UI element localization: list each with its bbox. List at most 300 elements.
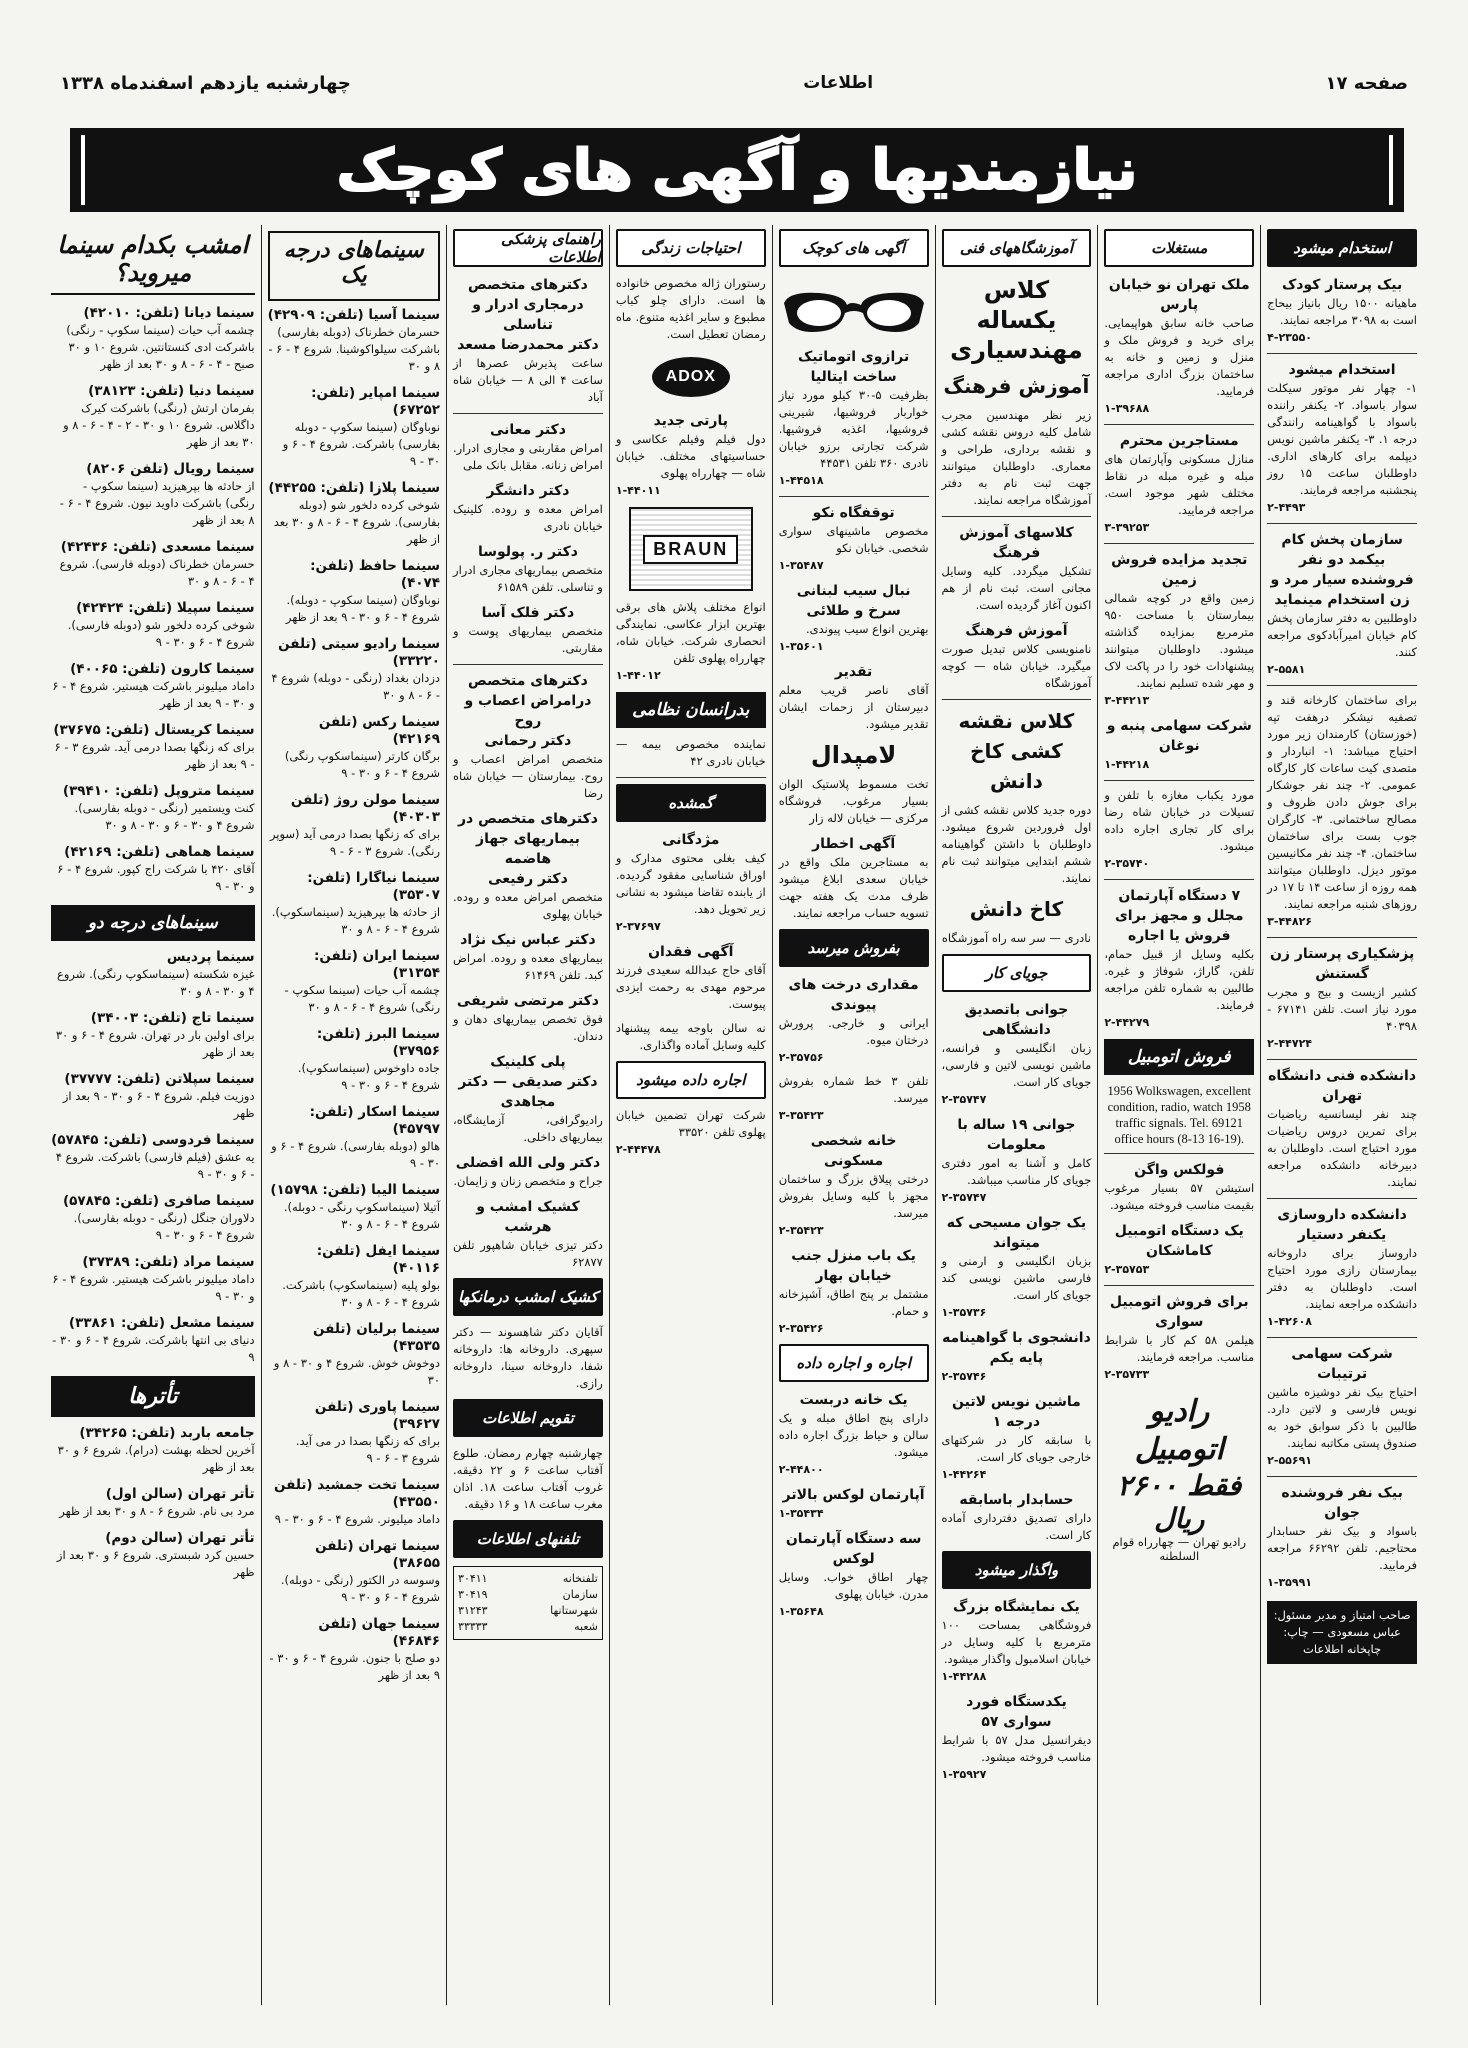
classified-ad	[453, 809, 603, 923]
classified-ad	[616, 830, 766, 935]
classified-ad	[453, 671, 603, 802]
column-medical-guide	[446, 225, 609, 2005]
classified-ad	[453, 1197, 603, 1271]
theater-section-title: تأترها	[51, 1376, 255, 1417]
ad-ref: ۱-۴۴۰۱۱	[615, 484, 661, 497]
divider	[1104, 424, 1254, 425]
divider	[453, 413, 603, 414]
column-small-ads	[772, 225, 935, 2005]
cinema-listing-info: برگان کارتر (سینماسکوپ رنگی) شروع ۴ - ۶ و ۳۰ - ۹	[284, 749, 441, 780]
ad-body: تشکیل میگردد. کلیه وسایل مجانی است. ثبت نام از هم اکنون آغاز گردیده است.	[941, 564, 1092, 612]
classified-ad	[453, 1052, 603, 1146]
ad-body: بهترین انواع سیب پیوندی.	[805, 622, 929, 636]
classified-ad	[942, 1490, 1092, 1544]
classified-ad	[779, 347, 929, 489]
ad-title: حسابدار باسابقه	[959, 1492, 1074, 1508]
ad-body: چهار اطاق خواب. وسایل مدرن. خیابان پهلوی	[778, 1570, 929, 1601]
ad-title: دکتر مرتضی شریفی	[456, 993, 599, 1009]
ad-title: بیک نفر فروشنده جوان	[1281, 1485, 1403, 1521]
classified-ad	[1104, 1160, 1254, 1214]
cinema-listing-name: سینما جهان (تلفن ۴۶۸۴۶)	[318, 1616, 441, 1649]
theater-listing	[51, 1530, 255, 1581]
ad-body: دیفرانسیل مدل ۵۷ با شرایط مناسب فروخته میشود.	[941, 1733, 1092, 1764]
cinema-listing-name: سینما دنیا (تلفن: ۳۸۱۲۳)	[88, 383, 255, 399]
ad-ref: ۲-۳۵۷۴۶	[941, 1370, 987, 1383]
cinema-listing-name: سینما پاوری (تلفن ۳۹۶۲۷)	[314, 1399, 441, 1432]
cinema-listing	[268, 1399, 440, 1467]
ad-ref: ۱-۴۴۵۱۸	[778, 474, 824, 487]
cinema-listing	[51, 461, 255, 529]
classified-ad	[1104, 275, 1254, 417]
ad-body: رادیوگرافی، آزمایشگاه، بیماریهای داخلی.	[453, 1113, 603, 1144]
cinema-listing-info: داماد میلیونر باشرکت هیستیر. شروع ۴ - ۶ و ۳۰ - ۹	[52, 1272, 255, 1303]
classified-ad	[1267, 275, 1417, 346]
divider	[1104, 1285, 1254, 1286]
english-ad: 1956 Wolkswagen, excellent condition, radio, watch 1958 traffic signals. Tel. 69121 office hours (8-13 16-19).	[1107, 1084, 1252, 1146]
ad-body: با سابقه کار در شرکتهای خارجی جویای کار است.	[941, 1433, 1092, 1464]
divider	[942, 699, 1092, 700]
cinema-listing-name: سینما کارون (تلفن: ۴۰۰۶۵)	[70, 661, 255, 677]
ad-ref: ۱-۳۵۴۳۴	[778, 1507, 824, 1520]
phone-row: تلفنخانه ۳۰۴۱۱	[458, 1572, 598, 1585]
column-header: تقویم اطلاعات	[453, 1399, 603, 1437]
classified-ad	[779, 581, 929, 655]
column-header: گمشده	[616, 784, 766, 822]
cinema-listing	[51, 661, 255, 712]
classified-ad	[1104, 431, 1254, 536]
cinema-listing-name: سینما مراد (تلفن: ۳۷۳۸۹)	[82, 1254, 255, 1270]
ad-body: زبان انگلیسی و فرانسه، ماشین نویسی لاتین و فارسی، جویای کار است.	[941, 1041, 1092, 1089]
ad-body: برای ساختمان کارخانه قند و تصفیه نیشکر درهفت تپه (خوزستان) کارمندان زیر مورد احتیاج میباشد: ۱- انباردار و متصدی کیت ساعات کار کارگاه عمومی. ۲- چند نفر جوشکار برای جوش دادن ظروف و مصالح ساختمانی. ۳- کارگران جوب بست برای ساختمان ساختمان. ۴- چند نفر مکانیسین موتور دیزل. داوطلبان میتوانند همه روزه از ساعت ۱۴ تا ۱۷ در روزهای شنبه مراجعه نمایند.	[1267, 693, 1417, 911]
cinema-listing-info: از حادثه ها بپرهیزید (سینماسکوپ). شروع ۴ - ۶ - ۸ و ۳۰	[271, 905, 441, 936]
ad-body: نه سالن باوجه بیمه پیشنهاد کلیه وسایل آماده واگذاری.	[615, 1021, 766, 1052]
cinema-listing-name: سینما رویال (تلفن ۸۲۰۶)	[86, 461, 255, 477]
classified-ad	[1104, 1292, 1254, 1383]
divider	[1104, 780, 1254, 781]
phone-row: شهرستانها ۳۱۲۴۳	[458, 1604, 598, 1617]
cinema-listing	[51, 844, 255, 895]
ad-body: کشیر ازیست و بیج و مجرب مورد نیاز است. تلفن ۶۷۱۴۱ - ۴۰۳۹۸	[1267, 985, 1418, 1033]
cinema-listing-name: سینما البرز (تلفن: ۳۷۹۵۶)	[316, 1026, 441, 1059]
ad-title: یک نمایشگاه بزرگ	[953, 1599, 1080, 1615]
classified-ad	[1104, 550, 1254, 709]
cinema-listing-name: سینما امپایر (تلفن: ۶۷۲۵۲)	[311, 385, 441, 418]
ad-columns	[45, 225, 1423, 2005]
ad-title: دکترهای متخصص در بیماریهای جهاز هاضمه	[457, 811, 598, 867]
ad-title: مقداری درخت های پیوندی	[788, 977, 919, 1013]
paper-name: اطلاعات	[803, 73, 874, 93]
column-cinemas-b	[45, 225, 261, 2005]
ad-title: بیک پرستار کودک	[1281, 277, 1403, 293]
classified-ad	[453, 603, 603, 657]
column-real-estate	[1097, 225, 1260, 2005]
classified-ad	[453, 275, 603, 406]
cinema-listing-name: سینما سپیلا (تلفن: ۴۲۴۲۴)	[76, 600, 255, 616]
cinema-listing-info: دو صلح با جنون. شروع ۴ - ۶ و ۳۰ - ۹ بعد از ظهر	[269, 1651, 441, 1682]
ad-title: پزشکیاری پرستار زن گستنش	[1269, 946, 1415, 982]
column-header: آموزشگاههای فنی	[942, 229, 1092, 267]
cinema-listing	[268, 636, 440, 704]
cinema-listing-info: چشمه آب حیات (سینما سکوپ - رنگی) شروع ۴ - ۶ - ۸ و ۳۰	[284, 983, 441, 1014]
cinema-listing-name: سینما نیاگارا (تلفن: ۳۵۳۰۷)	[307, 870, 441, 903]
ad-body: داروساز برای داروخانه بیمارستان رازی مورد احتیاج است. داوطلبان به دفتر دانشکده مراجعه نمایند.	[1267, 1246, 1417, 1311]
ad-ref: ۲-۴۴۷۲۴	[1267, 1037, 1313, 1050]
ad-title: سازمان پخش کام بیکمد دو نفر فروشنده سیار مرد و زن استخدام مینماید	[1270, 532, 1414, 608]
ad-body: متخصص بیماریهای پوست و مقاربتی.	[453, 624, 603, 655]
running-header	[60, 70, 1408, 96]
ad-ref: ۱-۴۴۰۱۲	[615, 669, 661, 682]
ad-body: آقای حاج عبدالله سعیدی فرزند مرحوم مهدی به رحمت ایزدی پیوست.	[615, 963, 766, 1011]
classified-ad	[779, 1485, 929, 1522]
column-header: احتیاجات زندگی	[616, 229, 766, 267]
section-banner	[70, 128, 1404, 212]
column-header: اجاره و اجاره داده	[779, 1344, 929, 1382]
classified-ad	[1267, 1066, 1417, 1191]
classified-ad	[779, 503, 929, 574]
column-life-necessities	[609, 225, 772, 2005]
ad-title: جوانی باتصدیق دانشگاهی	[964, 1002, 1069, 1038]
cinema-listing	[51, 949, 255, 1000]
cinema-listing-info: شوخی کرده دلخور شو (دوبله بفارسی). شروع ۴ - ۶ - ۸ و ۳۰ بعد از ظهر	[273, 498, 441, 546]
ad-body: ایرانی و خارجی. پرورش درختان میوه.	[778, 1016, 929, 1047]
ad-title-boxed: بدرانسان نظامی	[616, 692, 766, 728]
cinema-section-title: سینماهای درجه یک	[283, 238, 424, 288]
column-header: کشیک امشب درمانکها	[453, 1278, 603, 1316]
cinema-listing-name: سینما دیانا (تلفن: ۴۲۰۱۰)	[83, 305, 255, 321]
theater-list	[51, 1425, 255, 1581]
ad-body: هیلمن ۵۸ کم کار با شرایط مناسب. مراجعه فرمایند.	[1104, 1333, 1255, 1364]
ad-ref: ۲-۳۵۴۲۶	[778, 1322, 824, 1335]
ad-ref: ۳-۴۴۲۱۳	[1104, 694, 1150, 707]
classified-ad	[942, 1597, 1092, 1685]
cinema-listing-name: سینما مشعل (تلفن: ۳۳۸۶۱)	[68, 1315, 255, 1331]
ad-title: دکتر معانی	[490, 422, 566, 438]
theater-listing-info: آخرین لحظه بهشت (درام). شروع ۶ و ۳۰ بعد از ظهر	[57, 1443, 255, 1474]
ad-title: جوانی ۱۹ ساله با معلومات	[957, 1117, 1076, 1153]
ad-body: بزبان انگلیسی و ارمنی و فارسی ماشین نویسی کند جویای کار است.	[941, 1254, 1092, 1302]
ad-body: ۱- چهار نفر موتور سیکلت سوار باسواد. ۲- یکنفر راننده باسواد با گواهینامه رانندگی درجه ۱. ۳- یکنفر ماشین نویس دیپلمه برای کارهای اداری. داوطلبان ساعت ۱۵ روز پنجشنبه مراجعه فرمایند.	[1267, 381, 1418, 497]
cinema-listing	[51, 383, 255, 451]
ad-title: ماشین نویس لاتین درجه ۱	[952, 1394, 1081, 1430]
column-header: واگذار میشود	[942, 1551, 1092, 1589]
ad-body: صاحب خانه سابق هواپیمایی. برای خرید و فروش ملک و منزل و زمین و خانه به ساختمان بزرگ اداری مراجعه فرمایید.	[1104, 316, 1255, 398]
classified-ad	[942, 1115, 1092, 1206]
classified-ad	[779, 1390, 929, 1478]
classified-ad	[942, 1692, 1092, 1783]
ad-ref: ۱-۴۴۲۱۸	[1104, 758, 1150, 771]
cinema-listing	[51, 1254, 255, 1305]
ad-headline: کلاس نقشه کشی کاخ دانش	[958, 709, 1075, 793]
column-cinemas-a	[261, 225, 446, 2005]
classified-ad	[453, 1153, 603, 1190]
cinema-listing	[51, 783, 255, 834]
ad-title: دکترهای متخصص درمجاری ادرار و تناسلی	[468, 277, 588, 333]
phone-table	[453, 1566, 603, 1640]
ad-title: دکتر فلک آسا	[481, 605, 575, 621]
ad-ref: ۳-۴۴۸۲۶	[1267, 915, 1313, 928]
ad-title: دانشکده فنی دانشگاه تهران	[1268, 1068, 1417, 1104]
ad-title: خانه شخصی مسکونی	[810, 1133, 897, 1169]
ad-title: کلاسهای آموزش فرهنگ	[959, 525, 1074, 561]
ad-title: ترازوی اتوماتیک ساخت ایتالیا	[797, 349, 910, 385]
ad-address: نادری — سر سه راه آموزشگاه	[941, 931, 1091, 945]
cinema-listing	[268, 558, 440, 626]
theater-listing	[51, 1425, 255, 1476]
ad-body: زمین واقع در کوچه شمالی بیمارستان با مساحت ۹۵۰ مترمربع بمزایده گذاشته میشود. داوطلبان میتوانند پیشنهادات خود را در پاکت لاک و مهر شده تسلیم نمایند.	[1104, 591, 1255, 690]
cinema-listing-info: دوزیت فیلم. شروع ۴ - ۶ و ۳۰ - ۹ بعد از ظهر	[62, 1089, 255, 1120]
cinema-listing-name: سینما سپلاتن (تلفن: ۳۷۷۷۷)	[64, 1071, 255, 1087]
cinema-listing-info: شوخی کرده دلخور شو (دوبله فارسی). شروع ۴ - ۶ و ۳۰ - ۹	[67, 618, 255, 649]
cinema-listing-name: سینما اسکار (تلفن: ۴۵۷۹۷)	[309, 1104, 441, 1137]
ad-body: فروشگاهی بمساحت ۱۰۰ مترمربع با کلیه وسایل در خیابان اسلامبول واگذار میشود.	[941, 1618, 1092, 1666]
cinema-listing	[51, 600, 255, 651]
ad-body: دارای تصدیق دفترداری آماده کار است.	[941, 1511, 1092, 1542]
ad-subtitle: دکتر محمدرضا مسعد	[457, 337, 599, 353]
classified-ad	[779, 975, 929, 1066]
cinema-listing	[51, 305, 255, 373]
cinema-list	[51, 949, 255, 1366]
divider	[942, 516, 1092, 517]
cinema-listing-name: سینما پلازا (تلفن: ۴۴۲۵۵)	[268, 480, 441, 496]
ad-title: آموزش فرهنگ	[965, 623, 1068, 639]
radio-ad-price: فقط ۲۶۰۰ ریال	[1117, 1469, 1242, 1535]
ad-title: یک جوان مسیحی که میتواند	[946, 1215, 1087, 1251]
ad-body: بکلیه وسایل از قبیل حمام، تلفن، گاراژ، شوفاژ و غیره. طالبین به شماره تلفن مراجعه فرمایند.	[1104, 947, 1255, 1012]
ad-title: یک خانه دربست	[799, 1392, 908, 1408]
divider	[1267, 1476, 1417, 1477]
ad-body: کامل و آشنا به امور دفتری جویای کار مناسب میباشد.	[941, 1156, 1092, 1187]
ad-title: شرکت سهامی پنبه و نوغان	[1106, 718, 1252, 754]
cinema-listing	[268, 385, 440, 470]
ad-ref: ۲-۵۵۶۹۱	[1267, 1454, 1313, 1467]
ad-ref: ۲-۴۴۹۳	[1267, 501, 1306, 514]
ad-title: تقدیر	[834, 664, 873, 680]
cinema-listing-name: سینما ایران (تلفن: ۳۱۳۵۴)	[313, 948, 441, 981]
cinema-listing	[51, 1010, 255, 1061]
cinema-listing-name: سینما رکس (تلفن ۴۲۱۶۹)	[318, 714, 441, 747]
cinema-section-frame	[268, 231, 440, 301]
ad-ref: ۲-۳۵۷۴۷	[941, 1191, 987, 1204]
radio-ad-title: رادیو اتومبیل	[1134, 1394, 1224, 1467]
ad-title: توقفگاه نکو	[812, 505, 895, 521]
ad-title: مستاجرین محترم	[1119, 433, 1239, 449]
cinema-listing	[268, 1026, 440, 1094]
ad-body: متخصص امراض اعصاب و روح. بیمارستان — خیابان شاه رضا	[453, 752, 603, 800]
cinema-listing-info: برای که زنگها بصدا در می آید. شروع ۳ - ۶ - ۹	[295, 1434, 441, 1465]
ad-subheadline: کاخ دانش	[969, 897, 1064, 921]
ad-title: آگهی فقدان	[648, 944, 734, 960]
ad-title: سه دستگاه آپارتمان لوکس	[785, 1531, 922, 1567]
divider	[1267, 523, 1417, 524]
classified-ad	[1267, 692, 1417, 930]
cinema-listing-name: سینما هماهی (تلفن: ۴۲۱۶۹)	[64, 844, 255, 860]
ad-title: یک دستگاه اتومبیل کاماشکان	[1114, 1223, 1244, 1259]
classified-ad	[942, 621, 1092, 692]
ad-body: مورد یکباب مغازه با تلفن و تسیلات در خیابان شاه رضا برای کار تجاری اجاره داده میشود.	[1104, 788, 1255, 853]
ad-ref: ۱-۳۵۶۰۱	[778, 640, 824, 653]
classified-ad	[942, 1328, 1092, 1385]
banner-title: نیازمندیها و آگهی های کوچک	[336, 137, 1138, 203]
ad-title: استخدام میشود	[1288, 362, 1396, 378]
ad-body: متخصص بیماریهای مجاری ادرار و تناسلی. تلفن ۶۱۵۸۹	[453, 563, 603, 594]
cinema-listing-info: نوباوگان (سینما سکوپ - دوبله بفارسی) باشرکت. شروع ۴ - ۶ و ۳۰ - ۹	[282, 420, 441, 468]
cinema-listing-name: سینما فردوسی (تلفن: ۵۷۸۴۵)	[51, 1132, 255, 1148]
ad-body: دوره جدید کلاس نقشه کشی از اول فروردین شروع میشود. داوطلبان با داشتن گواهینامه ششم ابتدایی میتوانند ثبت نام نمایند.	[941, 803, 1092, 885]
theater-listing-info: مرد بی نام. شروع ۶ - ۸ و ۳۰ بعد از ظهر	[59, 1504, 255, 1518]
ad-title: دانشکده داروسازی یکنفر دستیار	[1277, 1207, 1407, 1243]
ad-ref: ۱-۳۵۴۸۷	[778, 559, 824, 572]
ad-title: دکتر دانشگر	[486, 483, 570, 499]
ad-body: داوطلبین به دفتر سازمان پخش کام خیابان امیرآبادکوی مراجعه کنند.	[1267, 611, 1417, 659]
cinema-listing-info: آتیلا (سینماسکوپ رنگی - دوبله). شروع ۴ - ۶ - ۸ و ۳۰	[283, 1200, 441, 1231]
ad-title: دانشجوی با گواهینامه پایه یکم	[942, 1330, 1091, 1366]
ad-body: تخت مسموط پلاستیک الوان بسیار مرغوب. فروشگاه مرکزی — خیابان لاله زار	[778, 777, 929, 825]
braun-logo-box	[629, 507, 753, 591]
ad-ref: ۳-۳۵۴۲۳	[778, 1109, 824, 1122]
column-employment	[1260, 225, 1423, 2005]
cinema-listing	[268, 1182, 440, 1233]
cinema-listing-info: برای اولین بار در تهران. شروع ۴ - ۶ و ۳۰ بعد از ظهر	[55, 1028, 255, 1059]
cinema-listing-info: برای که زنگها بصدا درمی آید (سوپر رنگی). شروع ۳ - ۶ - ۹	[269, 827, 441, 858]
cinema-listing-info: آقای ۴۲۰ با شرکت راج کپور. شروع ۴ - ۶ و ۳۰ - ۹	[57, 862, 255, 893]
ad-title: فولکس واگن	[1134, 1162, 1225, 1178]
classified-ad	[1267, 1483, 1417, 1591]
cinema-list	[51, 305, 255, 895]
ad-body: احتیاج بیک نفر دوشیزه ماشین نویس فارسی و لاتین دارد. طالبین با ذکر سوابق خود به صندوق پستی مکاتبه نمایند.	[1267, 1385, 1417, 1450]
ad-subtitle: دکتر رحمانی	[484, 733, 572, 749]
cinema-listing-info: داماد میلیونر باشرکت هیستیر. شروع ۴ - ۶ و ۳۰ - ۹ بعد از ظهر	[52, 679, 255, 710]
publisher-footer: صاحب امتیاز و مدیر مسئول: عباس مسعودی — چاپ: چاپخانه اطلاعات	[1267, 1601, 1417, 1664]
cinema-listing-name: سینما مولن روژ (تلفن ۴۰۳۰۳)	[290, 792, 441, 825]
ad-ref: ۱-۳۵۷۳۶	[941, 1306, 987, 1319]
cinema-listing-info: داماد میلیونر. شروع ۴ - ۶ و ۳۰ - ۹	[274, 1512, 441, 1526]
ad-ref: ۱-۴۴۲۸۸	[941, 1670, 987, 1683]
cinema-listing-info: کنت ویستمیر (رنگی - دوبله بفارسی). شروع ۴ و ۳۰ - ۶ و ۳۰ - ۸ و ۳۰	[74, 801, 255, 832]
ad-body: متخصص امراض معده و روده. خیابان پهلوی	[453, 890, 603, 921]
ad-body: نماینده مخصوص بیمه — خیابان نادری ۴۲	[615, 737, 766, 768]
cinema-listing-info: یه عشق (فیلم فارسی) باشرکت. شروع ۴ - ۶ و ۳۰ - ۹	[55, 1150, 255, 1181]
column-header: مستغلات	[1104, 229, 1254, 267]
column-header: راهنمای پزشکی اطلاعات	[453, 229, 603, 267]
ad-body: دارای پنج اطاق مبله و یک سالن و حیاط بزرگ اجاره داده میشود.	[778, 1411, 929, 1459]
cinema-listing-name: سینما برلیان (تلفن ۴۳۵۳۵)	[312, 1321, 441, 1354]
classified-ad	[453, 420, 603, 474]
ad-body: نامنویسی کلاس تبدیل صورت میگیرد. خیابان شاه — کوچه آموزشگاه	[941, 642, 1092, 690]
classified-ad	[1104, 1221, 1254, 1278]
column-header: جویای کار	[942, 954, 1092, 992]
cinema-list	[268, 307, 440, 1684]
ad-body: چهارشنبه چهارم رمضان. طلوع آفتاب ساعت ۶ و ۲۲ دقیقه. غروب آفتاب ساعت ۱۸. اذان مغرب ساعت ۱۸ و ۱۶ دقیقه.	[453, 1446, 603, 1511]
ad-body: جراح و متخصص زنان و زایمان.	[453, 1174, 603, 1188]
ad-ref: ۲-۴۴۲۷۹	[1104, 1016, 1150, 1029]
column-technical-schools	[935, 225, 1098, 2005]
ad-ref: ۱-۴۴۲۶۴	[941, 1468, 987, 1481]
classified-ad	[942, 1213, 1092, 1321]
classified-ad	[453, 991, 603, 1045]
cinema-listing	[268, 480, 440, 548]
ad-body: امراض مقاربتی و مجاری ادرار. امراض زنانه. مقابل بانک ملی	[453, 441, 603, 472]
cinema-listing	[51, 539, 255, 590]
ad-ref: ۱-۳۵۶۴۸	[778, 1605, 824, 1618]
classified-ad	[779, 1131, 929, 1239]
classified-ad	[453, 930, 603, 984]
ad-body: دکتر تیزی خیابان شاهپور تلفن ۶۲۸۷۷	[453, 1238, 603, 1269]
cinema-listing-info: دزدان بغداد (رنگی - دوبله) شروع ۴ - ۶ - ۸ و ۳۰	[271, 671, 441, 702]
cinema-listing	[268, 1321, 440, 1389]
ad-body: فوق تخصص بیماریهای دهان و دندان.	[453, 1012, 603, 1043]
cinema-listing	[51, 1193, 255, 1244]
cinema-listing-info: بولو پلیه (سینماسکوپ) باشرکت. شروع ۴ - ۶ - ۸ و ۳۰	[282, 1278, 441, 1309]
cinema-listing-name: سینما الیبا (تلفن: ۱۵۷۹۸)	[270, 1182, 441, 1198]
cinema-listing-name: سینما حافظ (تلفن: ۴۰۷۴)	[310, 558, 441, 591]
theater-listing-name: جامعه باربد (تلفن: ۳۴۲۶۵)	[79, 1425, 255, 1441]
braun-logo: BRAUN	[643, 535, 738, 564]
ad-ref: ۲-۴۴۴۷۸	[615, 1143, 661, 1156]
ad-title: کشیک امشب و هرشب	[476, 1199, 580, 1235]
divider	[1267, 353, 1417, 354]
cinema-listing-info: دنیای بی انتها باشرکت. شروع ۴ - ۶ و ۳۰ - ۹	[52, 1333, 255, 1364]
classified-ad	[779, 662, 929, 733]
cinema-listing-name: سینما مسعدی (تلفن: ۴۲۴۳۶)	[60, 539, 255, 555]
cinema-listing-info: حسرمان خطرناک (دوبله فارسی). شروع ۴ - ۶ - ۸ و ۳۰	[59, 557, 255, 588]
ad-body: کیف بغلی محتوی مدارک و اوراق شناسایی مفقود گردیده. از یابنده تقاضا میشود به نشانی زیر تحویل دهد.	[615, 851, 766, 916]
cinema-listing-info: چشمه آب حیات (سینما سکوپ - رنگی) باشرکت ادی کنستانتین. شروع ۱۰ و ۳۰ صبح - ۴ - ۶ - ۸ و ۳۰ بعد از ظهر	[66, 323, 255, 371]
ad-headline: لامپدال	[810, 741, 897, 769]
divider	[779, 496, 929, 497]
classified-ad	[1104, 886, 1254, 1031]
ad-title: ۷ دستگاه آپارتمان مجلل و مجهز برای فروش یا اجاره	[1114, 888, 1244, 944]
cinema-listing-info: نوباوگان (سینما سکوپ - دوبله). شروع ۴ - ۶ و ۳۰ - ۹ بعد از ظهر	[285, 593, 441, 624]
ad-title: دکترهای متخصص درامراض اعصاب و روح	[464, 673, 592, 729]
cinema-listing	[51, 1315, 255, 1366]
divider	[1267, 937, 1417, 938]
ad-title: ملک تهران نو خیابان پارس	[1108, 277, 1250, 313]
cinema-listing	[268, 714, 440, 782]
classified-ad	[453, 481, 603, 535]
classified-ad	[1104, 787, 1254, 872]
ad-subheadline: آموزش فرهنگ	[943, 374, 1090, 398]
ad-title: برای فروش اتومبیل سواری	[1109, 1294, 1249, 1330]
column-header: آگهی های کوچک	[779, 229, 929, 267]
ad-body: بظرفیت ۵-۳۰ کیلو مورد نیاز خواربار فروشیها، شیرینی فروشیها، اغذیه فروشیها. شرکت تجارتی برزو خیابان نادری ۳۶۰ تلفن ۴۴۵۳۱	[778, 388, 929, 470]
ad-ref: ۲-۵۵۸۱	[1267, 663, 1306, 676]
ad-body: ماهیانه ۱۵۰۰ ریال بانیاز بیحاج است به ۳۰۹۸ مراجعه نمایند.	[1267, 296, 1417, 327]
ad-body: آقای ناصر قریب معلم دبیرستان از زحمات ایشان تقدیر میشود.	[778, 683, 929, 731]
ad-body: مشتمل بر پنج اطاق، آشپزخانه و حمام.	[778, 1287, 929, 1318]
classified-ad	[779, 1246, 929, 1337]
classified-ad	[779, 1073, 929, 1124]
cinema-headline: امشب بکدام سینما میروید؟	[51, 231, 255, 295]
classified-ad	[453, 542, 603, 596]
ad-title: نبال سیب لبنانی سرخ و طلائی	[796, 583, 911, 619]
cinema-listing	[268, 1477, 440, 1528]
divider	[1267, 1059, 1417, 1060]
cinema-listing	[51, 722, 255, 773]
cinema-listing	[51, 1071, 255, 1122]
classified-ad	[616, 411, 766, 499]
divider	[1104, 1153, 1254, 1154]
cinema-listing-name: سینما تاج (تلفن: ۳۴۰۰۳)	[90, 1010, 255, 1026]
ad-title: یکدستگاه فورد سواری ۵۷	[966, 1694, 1067, 1730]
ad-body: امراض معده و روده. کلینیک خیابان نادری	[453, 502, 603, 533]
ad-ref: ۲-۳۵۷۳۳	[1104, 1368, 1150, 1381]
classified-ad	[779, 1529, 929, 1620]
ad-body: زیر نظر مهندسین مجرب شامل کلیه دروس نقشه کشی و نقشه برداری، طراحی و معماری. داوطلبان میتوانند جهت ثبت نام به دفتر آموزشگاه مراجعه نمایند.	[941, 408, 1092, 507]
cinema-listing-info: بفرمان ارتش (رنگی) باشرکت کیرک داگلاس. شروع ۱۰ و ۳۰ - ۲ - ۴ - ۶ - ۸ و ۳۰ بعد از ظهر	[63, 401, 255, 449]
column-header: تلفنهای اطلاعات	[453, 1520, 603, 1558]
ad-title: تجدید مزایده فروش زمین	[1111, 552, 1248, 588]
ad-subtitle: دکتر صدیقی — دکتر مجاهدی	[458, 1074, 598, 1110]
